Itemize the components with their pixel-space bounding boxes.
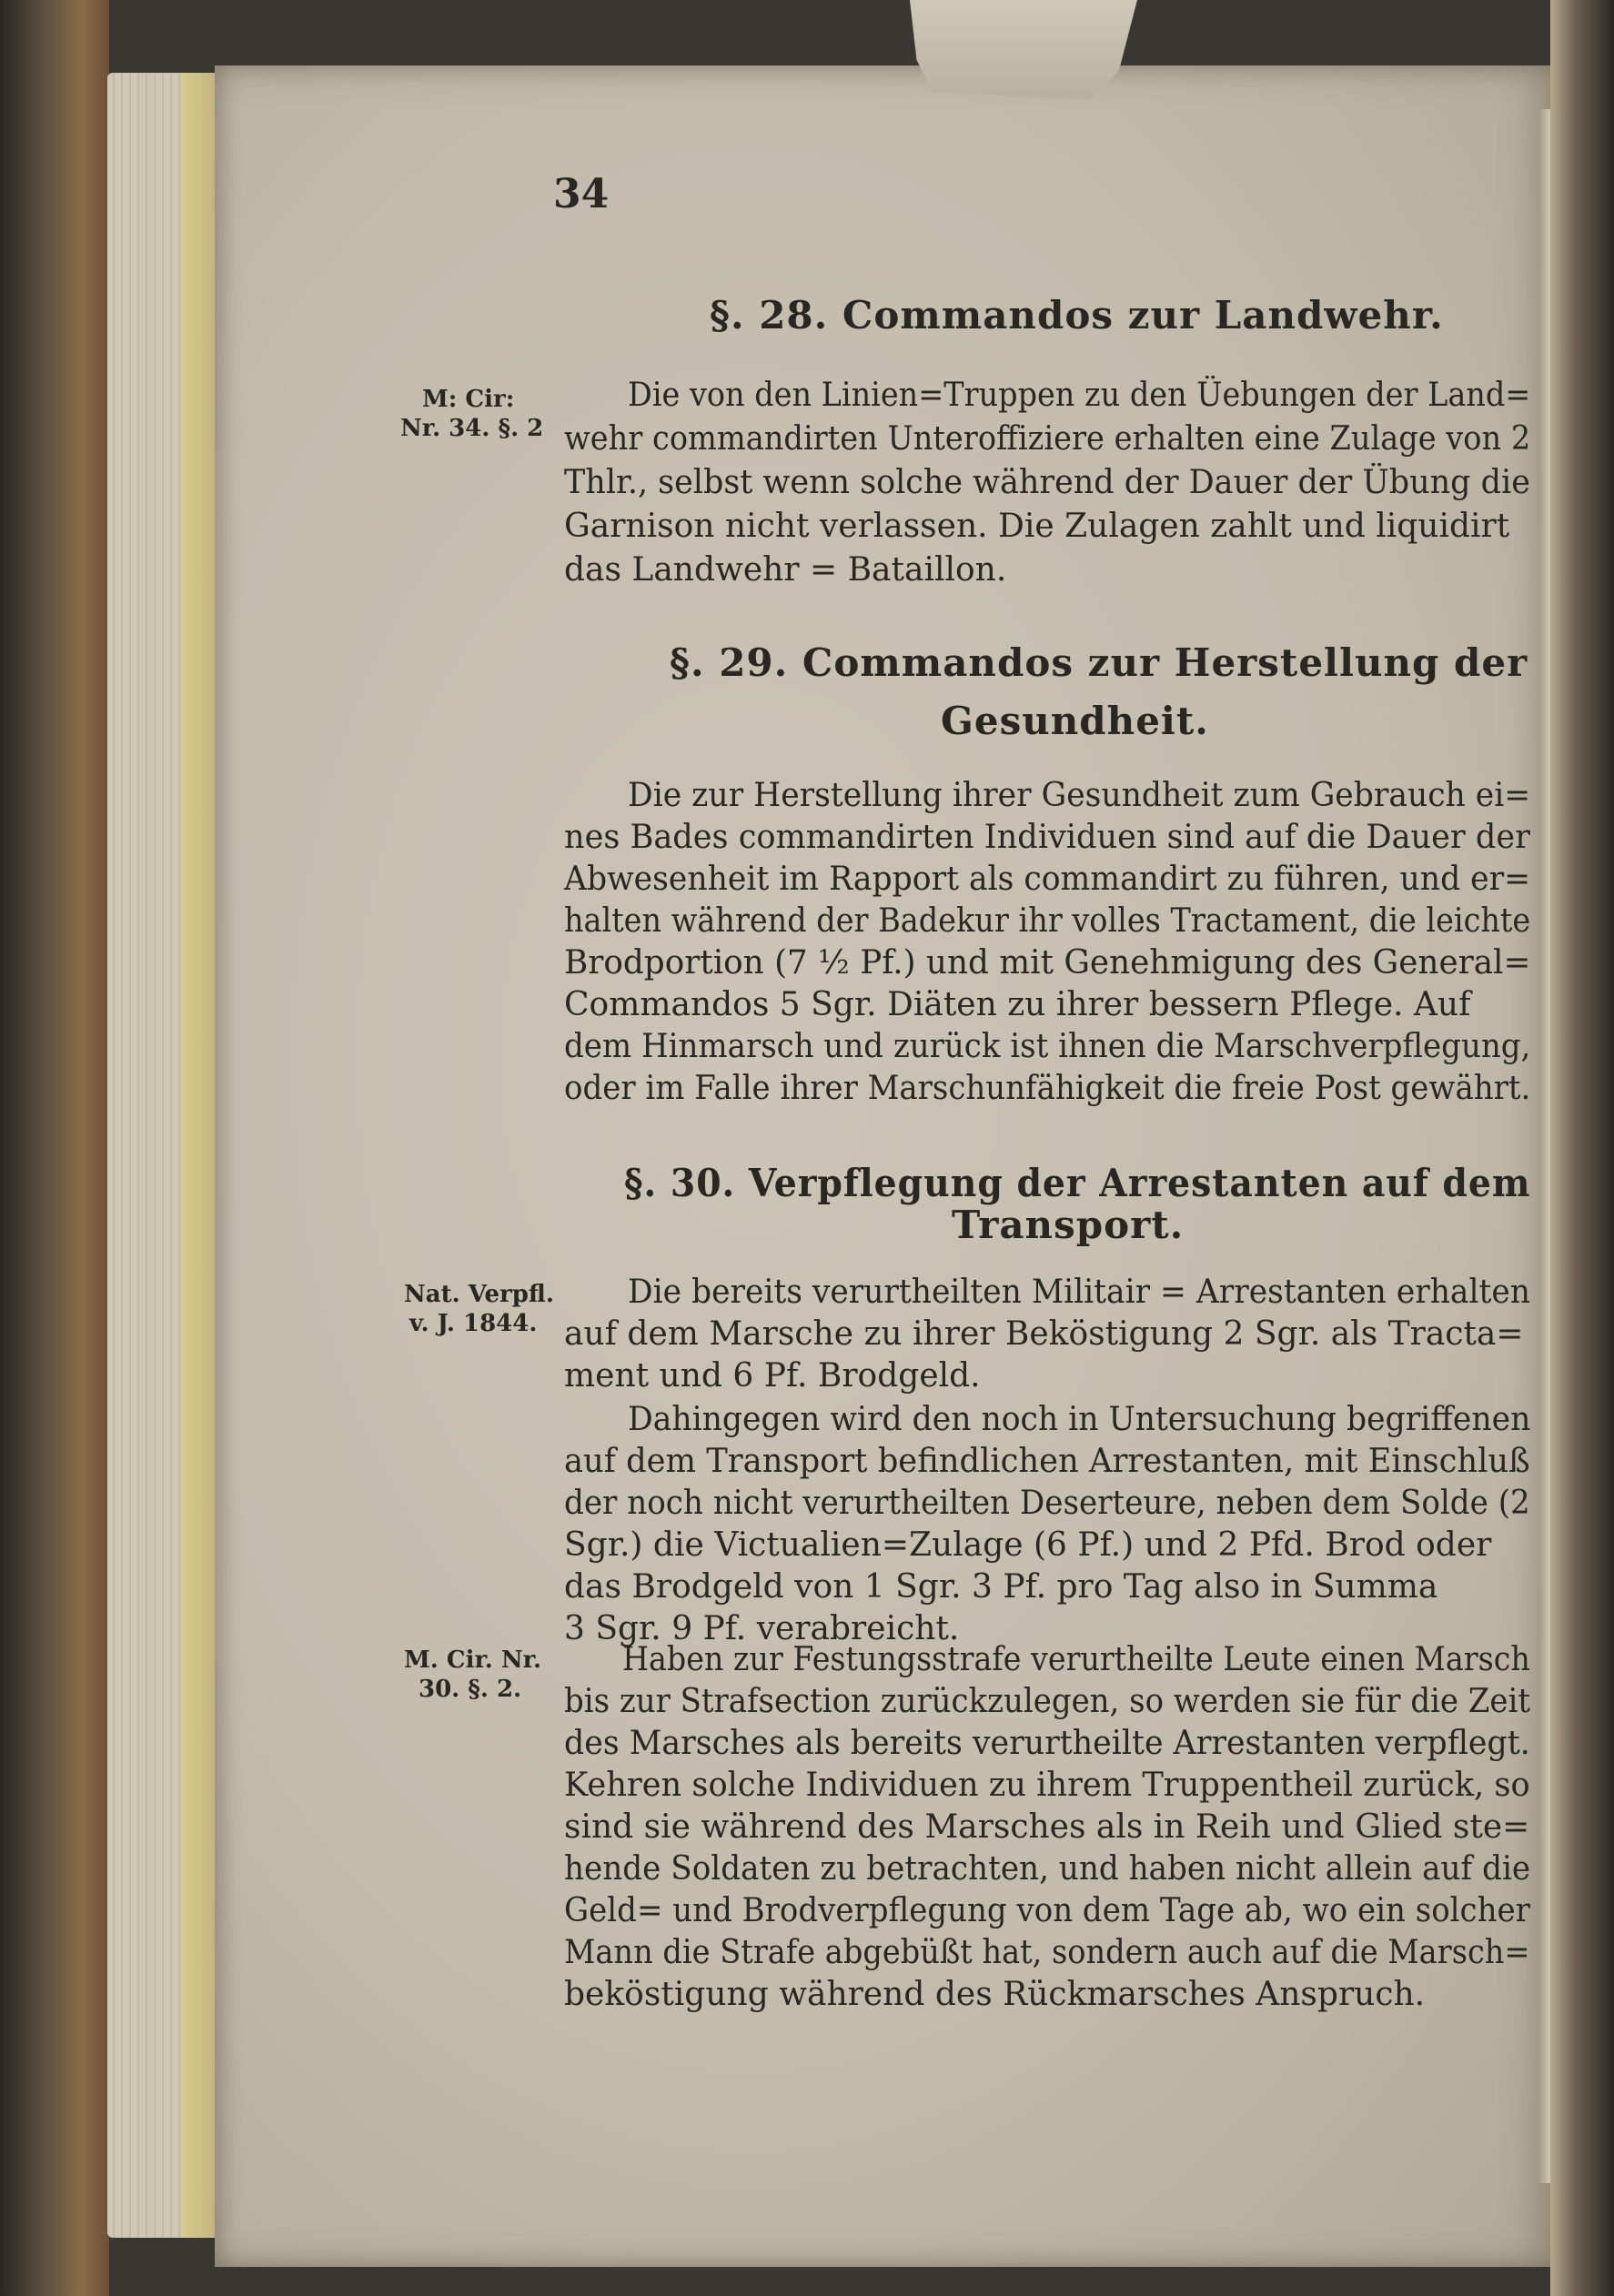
section-29-line-1: Die zur Herstellung ihrer Gesundheit zum Gebrauch ei= — [628, 777, 1531, 814]
section-30-heading-line-2: Transport. — [952, 1203, 1185, 1247]
section-30-line-5: auf dem Transport befindlichen Arrestanten, mit Einschluß — [564, 1443, 1530, 1480]
section-30-line-1: Die bereits verurtheilten Militair = Arrestanten erhalten — [628, 1274, 1530, 1311]
section-30-heading-line-1: §. 30. Verpflegung der Arrestanten auf dem — [624, 1161, 1531, 1205]
section-30b-line-8: Mann die Strafe abgebüßt hat, sondern auch auf die Marsch= — [564, 1934, 1530, 1971]
section-30b-line-3: des Marsches als bereits verurtheilte Arrestanten verpflegt. — [564, 1725, 1530, 1762]
section-28-margin-note-line-2: Nr. 34. §. 2 — [400, 415, 544, 442]
section-30b-margin-note-line-2: 30. §. 2. — [419, 1676, 522, 1703]
section-29-line-4: halten während der Badekur ihr volles Tractament, die leichte — [564, 902, 1531, 940]
section-29-line-8: oder im Falle ihrer Marschunfähigkeit die freie Post gewährt. — [564, 1070, 1531, 1107]
torn-paper-tab — [910, 0, 1137, 100]
section-30-line-3: ment und 6 Pf. Brodgeld. — [564, 1357, 981, 1395]
section-30-line-9: 3 Sgr. 9 Pf. verabreicht. — [564, 1610, 960, 1647]
section-30-margin-note-line-1: Nat. Verpfl. — [404, 1281, 554, 1308]
section-30b-line-6: hende Soldaten zu betrachten, und haben nicht allein auf die — [564, 1850, 1531, 1888]
section-29-line-5: Brodportion (7 ½ Pf.) und mit Genehmigung des General= — [564, 944, 1531, 982]
section-29-heading-line-1: §. 29. Commandos zur Herstellung der — [670, 640, 1528, 685]
section-30-line-7: Sgr.) die Victualien=Zulage (6 Pf.) und 2 Pfd. Brod oder — [564, 1526, 1492, 1564]
section-29-line-3: Abwesenheit im Rapport als commandirt zu führen, und er= — [564, 861, 1531, 898]
section-28-line-2: wehr commandirten Unteroffiziere erhalten eine Zulage von 2 — [564, 420, 1531, 458]
section-30b-line-2: bis zur Strafsection zurückzulegen, so werden sie für die Zeit — [564, 1683, 1530, 1720]
section-30b-line-5: sind sie während des Marsches als in Reih und Glied ste= — [564, 1808, 1530, 1846]
section-28-line-3: Thlr., selbst wenn solche während der Dauer der Übung die — [564, 464, 1530, 501]
section-30b-line-4: Kehren solche Individuen zu ihrem Truppentheil zurück, so — [564, 1767, 1530, 1804]
section-28-line-4: Garnison nicht verlassen. Die Zulagen zahlt und liquidirt — [564, 508, 1510, 545]
section-30b-line-1: Haben zur Festungsstrafe verurtheilte Leute einen Marsch — [622, 1641, 1530, 1678]
gilt-edge — [182, 73, 218, 2238]
section-28-heading: §. 28. Commandos zur Landwehr. — [710, 293, 1444, 337]
section-30-margin-note-line-2: v. J. 1844. — [409, 1310, 538, 1337]
section-28-margin-note-line-1: M: Cir: — [422, 386, 515, 413]
page-number: 34 — [553, 171, 610, 217]
section-29-heading-line-2: Gesundheit. — [941, 699, 1209, 743]
section-30b-line-9: beköstigung während des Rückmarsches Anspruch. — [564, 1976, 1426, 2013]
section-29-line-7: dem Hinmarsch und zurück ist ihnen die Marschverpflegung, — [564, 1028, 1531, 1065]
section-29-line-2: nes Bades commandirten Individuen sind auf die Dauer der — [564, 819, 1530, 856]
section-28-line-5: das Landwehr = Bataillon. — [564, 551, 1007, 589]
section-28-line-1: Die von den Linien=Truppen zu den Üebungen der Land= — [628, 377, 1531, 414]
section-30-line-8: das Brodgeld von 1 Sgr. 3 Pf. pro Tag also in Summa — [564, 1568, 1438, 1606]
book-cover-edge-left — [0, 0, 109, 2296]
section-30-line-4: Dahingegen wird den noch in Untersuchung begriffenen — [628, 1401, 1531, 1438]
section-30-line-2: auf dem Marsche zu ihrer Beköstigung 2 Sgr. als Tracta= — [564, 1315, 1524, 1353]
section-29-line-6: Commandos 5 Sgr. Diäten zu ihrer bessern Pflege. Auf — [564, 986, 1471, 1023]
section-30b-line-7: Geld= und Brodverpflegung von dem Tage ab, wo ein solcher — [564, 1892, 1530, 1929]
section-30-line-6: der noch nicht verurtheilten Deserteure, neben dem Solde (2 — [564, 1485, 1530, 1522]
section-30b-margin-note-line-1: M. Cir. Nr. — [404, 1646, 541, 1674]
book-cover-edge-right — [1550, 0, 1614, 2296]
